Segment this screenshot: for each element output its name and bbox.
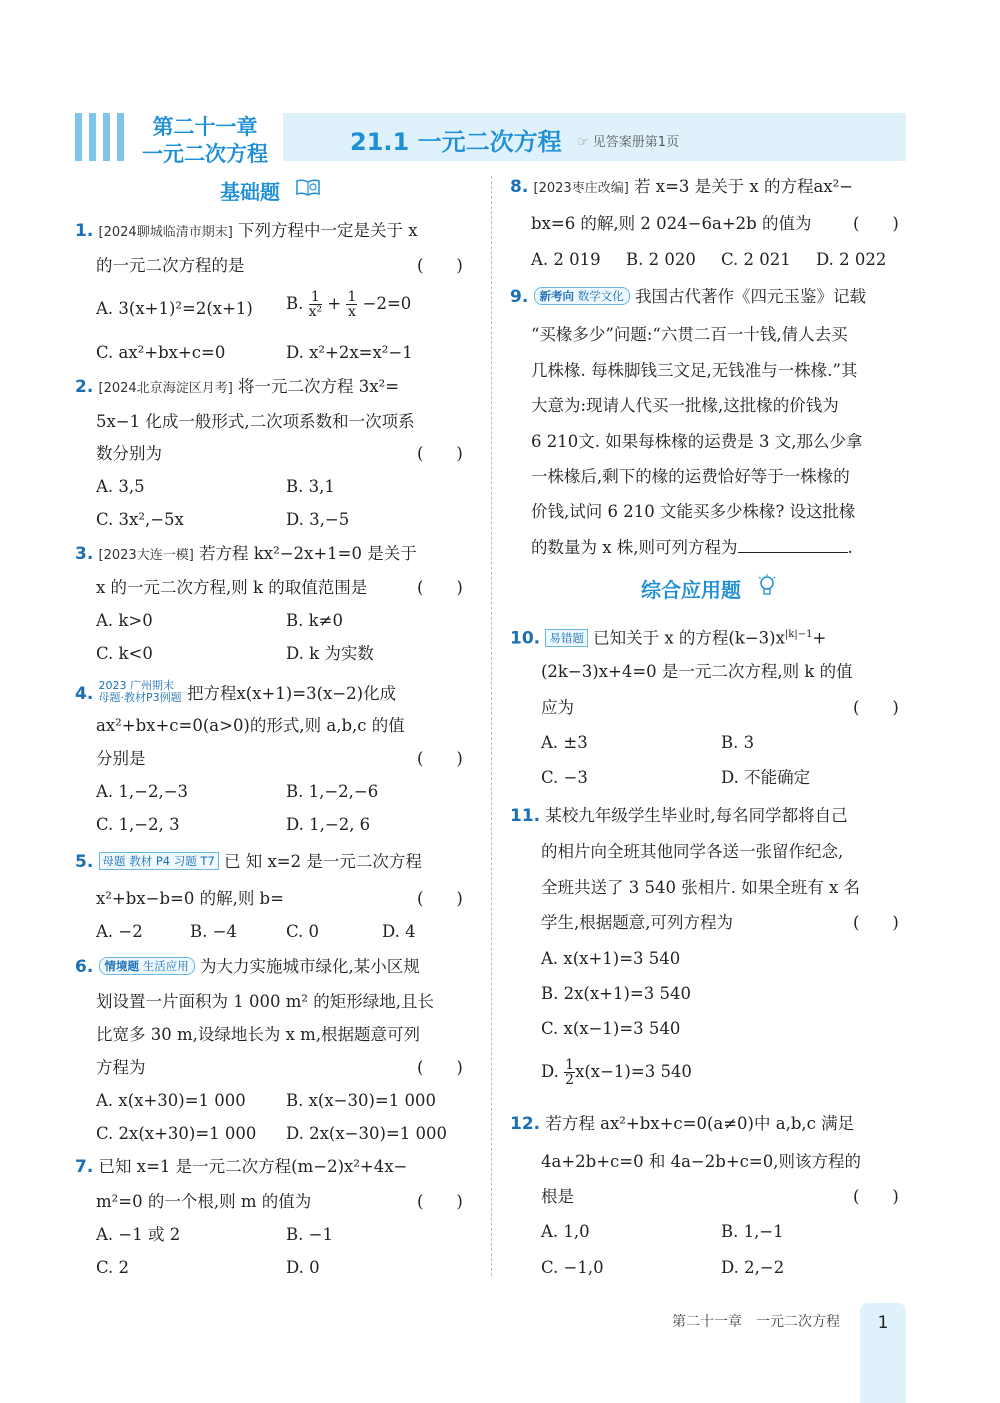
q12-stem-line3: 根是	[541, 1187, 574, 1206]
q12-option-c: C. −1,0	[541, 1258, 604, 1277]
q2-option-a: A. 3,5	[96, 477, 145, 496]
q8-answer-blank: ( )	[853, 214, 899, 233]
q2-answer-blank: ( )	[417, 444, 463, 463]
q7-option-d: D. 0	[286, 1258, 320, 1277]
chapter-name: 一元二次方程	[142, 142, 268, 166]
q9-stem-line8: 的数量为 x 株,则可列方程为 .	[531, 538, 853, 557]
q1-stem-line1: 1. [2024聊城临清市期末] 下列方程中一定是关于 x	[75, 221, 418, 241]
pointing-hand-icon: ☞	[577, 135, 589, 150]
q1-stem-line2: 的一元二次方程的是	[96, 256, 245, 275]
q10-answer-blank: ( )	[853, 698, 899, 717]
q11-option-c: C. x(x−1)=3 540	[541, 1019, 681, 1038]
q6-stem-line1: 6. 情境题 生活应用 为大力实施城市绿化,某小区规	[75, 957, 420, 977]
q7-stem-line1: 7. 已知 x=1 是一元二次方程(m−2)x²+4x−	[75, 1157, 408, 1177]
q5-option-a: A. −2	[96, 922, 143, 941]
q7-option-c: C. 2	[96, 1258, 130, 1277]
q5-stem-line1: 5. 母题 教材 P4 习题 T7 已 知 x=2 是一元二次方程	[75, 852, 422, 872]
q6-stem-line3: 比宽多 30 m,设绿地长为 x m,根据题意可列	[96, 1025, 421, 1044]
q3-option-b: B. k≠0	[286, 611, 343, 630]
q2-option-c: C. 3x²,−5x	[96, 510, 184, 529]
q10-option-c: C. −3	[541, 768, 588, 787]
q10-option-d: D. 不能确定	[721, 768, 811, 787]
q11-option-b: B. 2x(x+1)=3 540	[541, 984, 691, 1003]
q3-answer-blank: ( )	[417, 578, 463, 597]
heading-basic: 基础题	[220, 180, 280, 204]
q9-stem-line1: 9. 新考向 数学文化 我国古代著作《四元玉鉴》记载	[510, 287, 866, 307]
q1-option-d: D. x²+2x=x²−1	[286, 343, 413, 362]
q4-answer-blank: ( )	[417, 749, 463, 768]
page-number: 1	[877, 1313, 889, 1333]
q7-option-a: A. −1 或 2	[96, 1225, 181, 1244]
q5-answer-blank: ( )	[417, 889, 463, 908]
q8-option-c: C. 2 021	[721, 250, 791, 269]
q12-option-a: A. 1,0	[541, 1222, 590, 1241]
q11-answer-blank: ( )	[853, 913, 899, 932]
section-title: 21.1 一元二次方程	[350, 128, 562, 156]
q3-option-c: C. k<0	[96, 644, 153, 663]
q4-source: 2023 广州期末 母题·教材P3例题	[98, 679, 182, 704]
q7-option-b: B. −1	[286, 1225, 333, 1244]
q7-stem-line2: m²=0 的一个根,则 m 的值为	[96, 1192, 312, 1211]
q1-option-c: C. ax²+bx+c=0	[96, 343, 226, 362]
q6-stem-line2: 划设置一片面积为 1 000 m² 的矩形绿地,且长	[96, 992, 434, 1011]
q2-stem-line3: 数分别为	[96, 444, 162, 463]
q6-option-c: C. 2x(x+30)=1 000	[96, 1124, 257, 1143]
q11-option-d: D. $\frac{1}{2}$ x(x−1)=3 540	[541, 1057, 692, 1088]
q1-option-a: A. 3(x+1)²=2(x+1)	[96, 299, 253, 318]
q10-option-a: A. ±3	[541, 733, 588, 752]
q4-stem-line3: 分别是	[96, 749, 146, 768]
q4-stem-line2: ax²+bx+c=0(a>0)的形式,则 a,b,c 的值	[96, 716, 405, 735]
q9-stem-line7: 价钱,试问 6 210 文能买多少株椽? 设这批椽	[531, 502, 856, 521]
q11-option-a: A. x(x+1)=3 540	[541, 949, 681, 968]
q4-option-d: D. 1,−2, 6	[286, 815, 371, 834]
q12-stem-line2: 4a+2b+c=0 和 4a−2b+c=0,则该方程的	[541, 1152, 861, 1171]
q9-stem-line4: 大意为:现请人代买一批椽,这批椽的价钱为	[531, 396, 839, 415]
q6-option-b: B. x(x−30)=1 000	[286, 1091, 436, 1110]
q10-stem-line2: (2k−3)x+4=0 是一元二次方程,则 k 的值	[541, 662, 853, 681]
q4-option-b: B. 1,−2,−6	[286, 782, 379, 801]
q9-stem-line5: 6 210文. 如果每株椽的运费是 3 文,那么少拿	[531, 432, 863, 451]
q4-stem-line1: 4. 2023 广州期末 母题·教材P3例题 把方程x(x+1)=3(x−2)化成	[75, 679, 397, 704]
answer-reference: ☞ 见答案册第1页	[577, 135, 680, 150]
q5-stem-line2: x²+bx−b=0 的解,则 b=	[96, 889, 284, 908]
footer-chapter: 第二十一章 一元二次方程	[672, 1314, 840, 1330]
q2-option-d: D. 3,−5	[286, 510, 350, 529]
q12-answer-blank: ( )	[853, 1187, 899, 1206]
q8-option-a: A. 2 019	[531, 250, 601, 269]
q10-tag: 易错题	[545, 629, 588, 647]
q5-option-c: C. 0	[286, 922, 320, 941]
q9-stem-line6: 一株椽后,剩下的椽的运费恰好等于一株椽的	[531, 467, 850, 486]
q1-answer-blank: ( )	[417, 256, 463, 275]
q11-stem-line3: 全班共送了 3 540 张相片. 如果全班有 x 名	[541, 878, 861, 897]
q5-option-b: B. −4	[190, 922, 237, 941]
lightbulb-icon	[757, 574, 777, 598]
q5-option-d: D. 4	[382, 922, 416, 941]
q8-stem-line1: 8. [2023枣庄改编] 若 x=3 是关于 x 的方程ax²−	[510, 177, 854, 197]
q2-stem-line1: 2. [2024北京海淀区月考] 将一元二次方程 3x²=	[75, 377, 400, 397]
q11-stem-line4: 学生,根据题意,可列方程为	[541, 913, 733, 932]
q3-stem-line2: x 的一元二次方程,则 k 的取值范围是	[96, 578, 368, 597]
q9-tag: 新考向 数学文化	[534, 287, 630, 305]
q4-option-a: A. 1,−2,−3	[96, 782, 189, 801]
q1-source: [2024聊城临清市期末]	[98, 225, 233, 240]
q6-answer-blank: ( )	[417, 1058, 463, 1077]
column-divider	[491, 176, 492, 1276]
q8-option-b: B. 2 020	[626, 250, 696, 269]
q4-option-c: C. 1,−2, 3	[96, 815, 180, 834]
q3-option-a: A. k>0	[96, 611, 153, 630]
q6-tag: 情境题 生活应用	[99, 957, 195, 975]
q12-option-b: B. 1,−1	[721, 1222, 784, 1241]
q11-stem-line1: 11. 某校九年级学生毕业时,每名同学都将自己	[510, 806, 848, 826]
q6-option-a: A. x(x+30)=1 000	[96, 1091, 246, 1110]
q5-source: 母题 教材 P4 习题 T7	[99, 852, 219, 870]
q3-option-d: D. k 为实数	[286, 644, 374, 663]
q10-stem-line3: 应为	[541, 698, 574, 717]
chapter-title-box	[130, 110, 280, 164]
q8-option-d: D. 2 022	[816, 250, 887, 269]
q9-stem-line3: 几株椽. 每株脚钱三文足,无钱准与一株椽.”其	[531, 361, 858, 380]
q9-fill-blank	[738, 538, 848, 553]
q12-option-d: D. 2,−2	[721, 1258, 785, 1277]
heading-comprehensive: 综合应用题	[641, 578, 741, 602]
header-stripes-decoration	[75, 113, 125, 161]
q11-stem-line2: 的相片向全班其他同学各送一张留作纪念,	[541, 842, 844, 861]
q2-stem-line2: 5x−1 化成一般形式,二次项系数和一次项系	[96, 412, 415, 431]
q6-option-d: D. 2x(x−30)=1 000	[286, 1124, 447, 1143]
chapter-number: 第二十一章	[152, 115, 258, 139]
q2-option-b: B. 3,1	[286, 477, 335, 496]
q9-stem-line2: “买椽多少”问题:“六贯二百一十钱,倩人去买	[531, 325, 848, 344]
q8-stem-line2: bx=6 的解,则 2 024−6a+2b 的值为	[531, 214, 812, 233]
q10-stem-line1: 10. 易错题 已知关于 x 的方程$(k-3)x^{|k|-1}+$	[510, 628, 827, 649]
open-book-icon	[296, 178, 320, 196]
q10-option-b: B. 3	[721, 733, 755, 752]
q3-stem-line1: 3. [2023大连一模] 若方程 kx²−2x+1=0 是关于	[75, 544, 417, 564]
q1-option-b: B. $\frac{1}{\text{x²}}$ + $\frac{1}{x}$ −2=0	[286, 289, 412, 320]
q7-answer-blank: ( )	[417, 1192, 463, 1211]
q12-stem-line1: 12. 若方程 ax²+bx+c=0(a≠0)中 a,b,c 满足	[510, 1114, 855, 1134]
q6-stem-line4: 方程为	[96, 1058, 146, 1077]
